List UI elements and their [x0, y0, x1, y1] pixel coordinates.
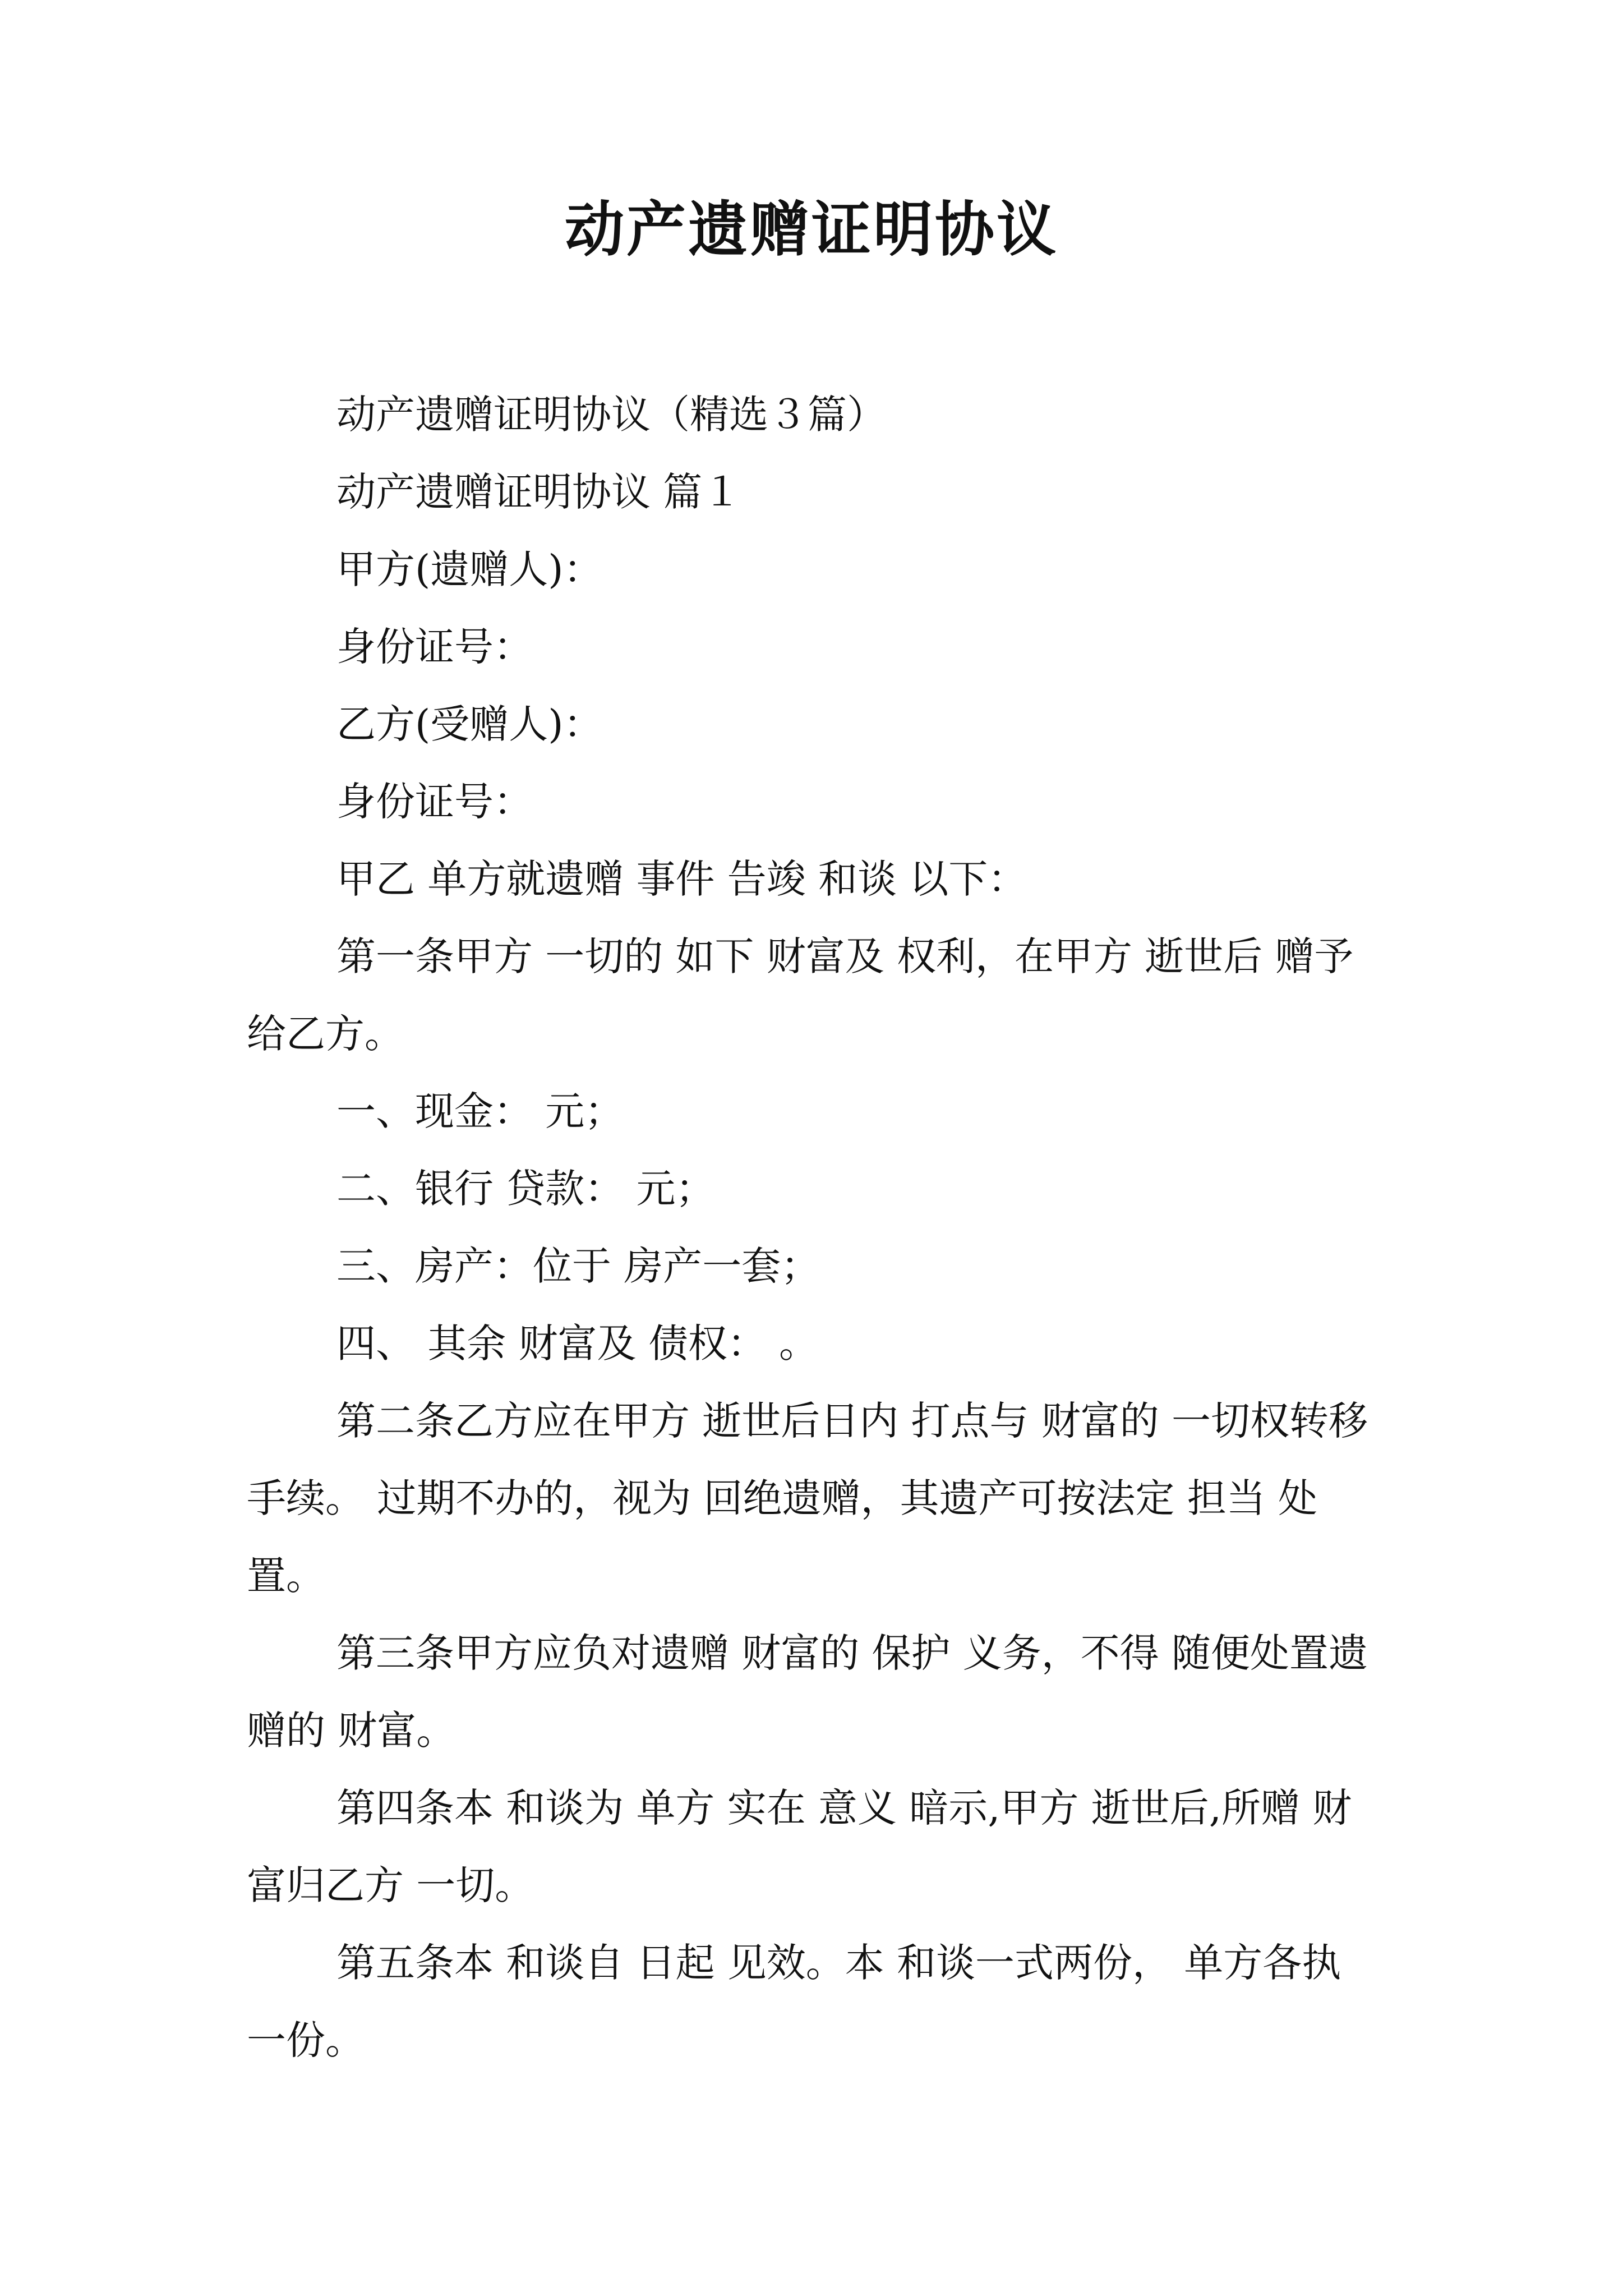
paragraph-item-cash: 一、现金： 元；: [336, 1088, 624, 1134]
paragraph-party-a: 甲方(遗赠人)：: [336, 546, 603, 592]
paragraph-item-other: 四、 其余 财富及 债权： 。: [336, 1320, 819, 1366]
paragraph-article-3: 第三条甲方应负对遗赠 财富的 保护 义务，不得 随便处置遗赠的 财富。: [247, 1630, 1368, 1754]
paragraph-article-2: 第二条乙方应在甲方 逝世后日内 打点与 财富的 一切权转移手续。 过期不办的，视为 回绝遗赠，其遗产可按法定 担当 处置。: [247, 1398, 1368, 1599]
document-title: 动产遗赠证明协议: [565, 195, 1058, 264]
paragraph-party-b: 乙方(受赠人)：: [336, 701, 603, 747]
paragraph-party-a-id: 身份证号：: [336, 624, 533, 670]
paragraph-article-5: 第五条本 和谈自 日起 见效。本 和谈一式两份， 单方各执一份。: [247, 1940, 1341, 2063]
paragraph-party-b-id: 身份证号：: [336, 779, 533, 825]
paragraph-section-heading: 动产遗赠证明协议 篇１: [336, 469, 742, 515]
document-body: [247, 376, 1380, 2079]
paragraph-article-4: 第四条本 和谈为 单方 实在 意义 暗示,甲方 逝世后,所赠 财富归乙方 一切。: [247, 1785, 1352, 1908]
paragraph-article-1: 第一条甲方 一切的 如下 财富及 权利，在甲方 逝世后 赠予给乙方。: [247, 933, 1354, 1057]
paragraph-item-bank: 二、银行 贷款： 元；: [336, 1166, 715, 1212]
paragraph-intro: 甲乙 单方就遗赠 事件 告竣 和谈 以下：: [336, 856, 1027, 902]
paragraph-item-property: 三、房产：位于 房产一套；: [336, 1243, 820, 1289]
paragraph-subtitle: 动产遗赠证明协议（精选３篇）: [336, 392, 886, 438]
